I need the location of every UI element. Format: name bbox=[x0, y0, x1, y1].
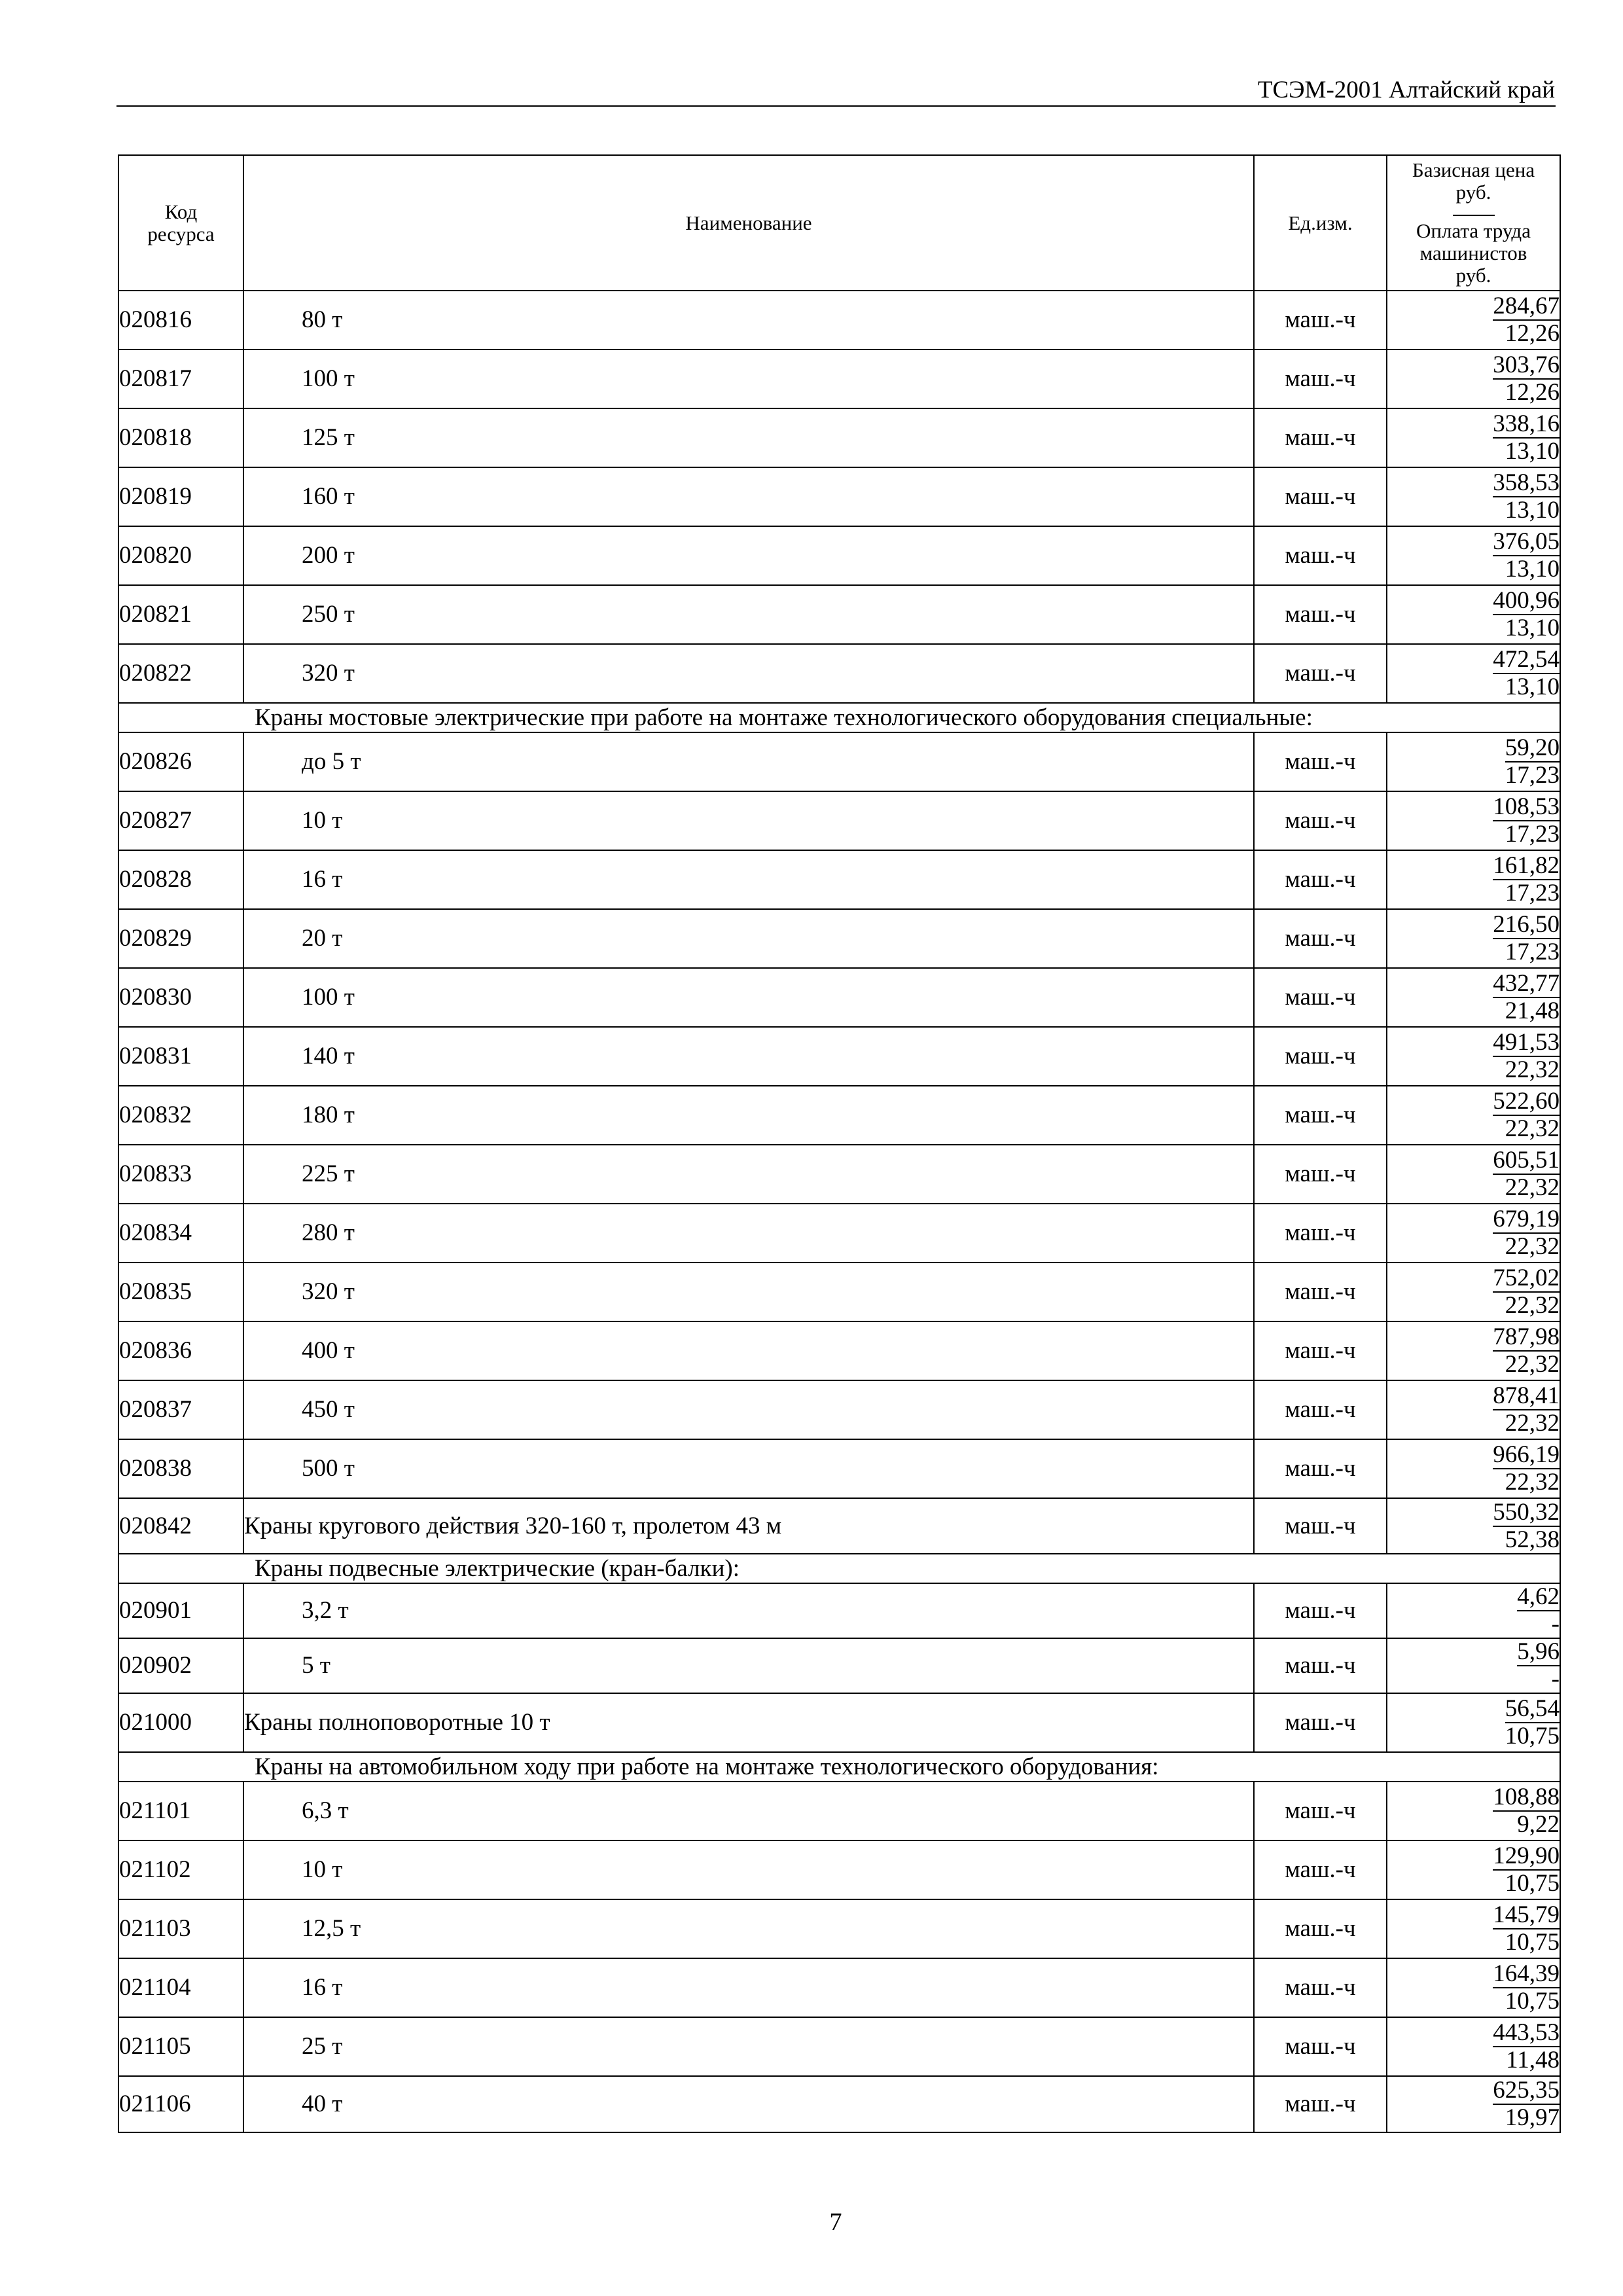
price-cell bbox=[1387, 791, 1560, 850]
resource-row bbox=[118, 2076, 1560, 2132]
operator-wage: 13,10 bbox=[1505, 673, 1560, 700]
unit-of-measure: маш.-ч bbox=[1254, 1439, 1387, 1498]
unit-of-measure: маш.-ч bbox=[1254, 408, 1387, 467]
unit-of-measure: маш.-ч bbox=[1254, 1638, 1387, 1693]
resource-name: 320 т bbox=[243, 644, 1254, 703]
resource-name: 400 т bbox=[243, 1321, 1254, 1380]
resource-code: 020828 bbox=[118, 850, 243, 909]
price-cell bbox=[1387, 291, 1560, 350]
resource-code: 021104 bbox=[118, 1958, 243, 2017]
resource-code: 020902 bbox=[118, 1638, 243, 1693]
price-cell bbox=[1387, 1439, 1560, 1498]
header-rule bbox=[116, 105, 1556, 107]
resource-row bbox=[118, 408, 1560, 467]
operator-wage: 13,10 bbox=[1505, 497, 1560, 524]
base-price: 605,51 bbox=[1493, 1147, 1560, 1174]
base-price: 878,41 bbox=[1493, 1382, 1560, 1409]
unit-of-measure: маш.-ч bbox=[1254, 1145, 1387, 1204]
price-fraction bbox=[1493, 470, 1560, 524]
price-fraction bbox=[1493, 1088, 1560, 1142]
resource-row bbox=[118, 1027, 1560, 1086]
unit-of-measure: маш.-ч bbox=[1254, 1380, 1387, 1439]
resource-row bbox=[118, 1086, 1560, 1145]
price-cell bbox=[1387, 1145, 1560, 1204]
base-price: 161,82 bbox=[1493, 852, 1560, 879]
price-fraction bbox=[1493, 352, 1560, 406]
operator-wage: 21,48 bbox=[1505, 997, 1560, 1024]
price-cell bbox=[1387, 1027, 1560, 1086]
base-price: 303,76 bbox=[1493, 351, 1560, 378]
resource-name: 16 т bbox=[243, 850, 1254, 909]
price-fraction bbox=[1493, 1843, 1560, 1897]
resource-row bbox=[118, 526, 1560, 585]
resource-row bbox=[118, 1263, 1560, 1321]
base-price: 787,98 bbox=[1493, 1323, 1560, 1350]
price-cell bbox=[1387, 1263, 1560, 1321]
operator-wage: 12,26 bbox=[1505, 379, 1560, 406]
resource-name: 280 т bbox=[243, 1204, 1254, 1263]
operator-wage: 9,22 bbox=[1517, 1811, 1560, 1838]
resource-code: 020818 bbox=[118, 408, 243, 467]
resource-name: 140 т bbox=[243, 1027, 1254, 1086]
base-price: 338,16 bbox=[1493, 410, 1560, 437]
base-price: 145,79 bbox=[1493, 1901, 1560, 1928]
resource-name: Краны полноповоротные 10 т bbox=[243, 1693, 1254, 1752]
base-price: 376,05 bbox=[1493, 528, 1560, 555]
resource-row bbox=[118, 850, 1560, 909]
resource-row bbox=[118, 732, 1560, 791]
resource-row bbox=[118, 1840, 1560, 1899]
unit-of-measure: маш.-ч bbox=[1254, 644, 1387, 703]
section-row bbox=[118, 703, 1560, 732]
section-row bbox=[118, 1554, 1560, 1583]
resource-name: 3,2 т bbox=[243, 1583, 1254, 1638]
resource-code: 020838 bbox=[118, 1439, 243, 1498]
resource-name: 6,3 т bbox=[243, 1782, 1254, 1840]
resource-code: 020835 bbox=[118, 1263, 243, 1321]
resource-code: 020820 bbox=[118, 526, 243, 585]
operator-wage: 10,75 bbox=[1505, 1929, 1560, 1956]
price-cell bbox=[1387, 1321, 1560, 1380]
resource-code: 021103 bbox=[118, 1899, 243, 1958]
operator-wage: 10,75 bbox=[1505, 1870, 1560, 1897]
resource-row bbox=[118, 1204, 1560, 1263]
resource-row bbox=[118, 1498, 1560, 1554]
column-header-wage-line: Оплата труда bbox=[1416, 219, 1531, 242]
resource-code: 020833 bbox=[118, 1145, 243, 1204]
price-cell bbox=[1387, 585, 1560, 644]
operator-wage: 13,10 bbox=[1505, 438, 1560, 465]
price-fraction bbox=[1493, 1961, 1560, 2015]
resource-code: 020836 bbox=[118, 1321, 243, 1380]
price-fraction bbox=[1493, 1147, 1560, 1201]
price-fraction bbox=[1493, 1902, 1560, 1956]
unit-of-measure: маш.-ч bbox=[1254, 1840, 1387, 1899]
operator-wage: 10,75 bbox=[1505, 1723, 1560, 1749]
resource-name: 10 т bbox=[243, 1840, 1254, 1899]
column-header-code bbox=[118, 155, 243, 291]
price-cell bbox=[1387, 850, 1560, 909]
price-fraction bbox=[1493, 411, 1560, 465]
resource-name: 450 т bbox=[243, 1380, 1254, 1439]
base-price: 358,53 bbox=[1493, 469, 1560, 496]
resource-name: 16 т bbox=[243, 1958, 1254, 2017]
price-cell bbox=[1387, 1782, 1560, 1840]
header-fraction-line bbox=[1453, 204, 1495, 216]
price-fraction bbox=[1493, 529, 1560, 583]
table-body bbox=[118, 291, 1560, 2132]
resource-code: 021105 bbox=[118, 2017, 243, 2076]
operator-wage: 22,32 bbox=[1505, 1292, 1560, 1319]
price-fraction bbox=[1493, 1265, 1560, 1319]
operator-wage: 22,32 bbox=[1505, 1233, 1560, 1260]
resource-table bbox=[118, 154, 1561, 2133]
base-price: 129,90 bbox=[1493, 1842, 1560, 1869]
base-price: 752,02 bbox=[1493, 1265, 1560, 1291]
resource-row bbox=[118, 467, 1560, 526]
resource-name: 25 т bbox=[243, 2017, 1254, 2076]
operator-wage: 10,75 bbox=[1505, 1988, 1560, 2015]
resource-code: 020819 bbox=[118, 467, 243, 526]
unit-of-measure: маш.-ч bbox=[1254, 2076, 1387, 2132]
resource-row bbox=[118, 1380, 1560, 1439]
operator-wage: 17,23 bbox=[1505, 939, 1560, 965]
resource-code: 021106 bbox=[118, 2076, 243, 2132]
price-cell bbox=[1387, 1583, 1560, 1638]
resource-row bbox=[118, 1782, 1560, 1840]
base-price: 625,35 bbox=[1493, 2077, 1560, 2104]
price-fraction bbox=[1493, 2077, 1560, 2131]
resource-name: 320 т bbox=[243, 1263, 1254, 1321]
column-header-base-price-line: Базисная цена bbox=[1412, 158, 1535, 181]
base-price: 966,19 bbox=[1493, 1441, 1560, 1468]
resource-name: 180 т bbox=[243, 1086, 1254, 1145]
price-cell bbox=[1387, 732, 1560, 791]
running-title: ТСЭМ-2001 Алтайский край bbox=[1257, 77, 1555, 103]
base-price: 4,62 bbox=[1517, 1583, 1560, 1610]
resource-name: 200 т bbox=[243, 526, 1254, 585]
resource-name: 160 т bbox=[243, 467, 1254, 526]
base-price: 59,20 bbox=[1505, 734, 1560, 761]
price-fraction bbox=[1493, 588, 1560, 641]
unit-of-measure: маш.-ч bbox=[1254, 1086, 1387, 1145]
price-fraction bbox=[1493, 971, 1560, 1024]
base-price: 108,88 bbox=[1493, 1784, 1560, 1810]
resource-code: 021101 bbox=[118, 1782, 243, 1840]
resource-row bbox=[118, 1958, 1560, 2017]
resource-code: 021000 bbox=[118, 1693, 243, 1752]
base-price: 164,39 bbox=[1493, 1960, 1560, 1987]
price-fraction bbox=[1493, 912, 1560, 965]
resource-code: 020830 bbox=[118, 968, 243, 1027]
resource-code: 020831 bbox=[118, 1027, 243, 1086]
price-fraction bbox=[1505, 735, 1560, 789]
unit-of-measure: маш.-ч bbox=[1254, 1204, 1387, 1263]
operator-wage: 22,32 bbox=[1505, 1410, 1560, 1437]
resource-code: 020901 bbox=[118, 1583, 243, 1638]
price-fraction bbox=[1517, 1639, 1560, 1693]
resource-row bbox=[118, 791, 1560, 850]
price-cell bbox=[1387, 467, 1560, 526]
operator-wage: 52,38 bbox=[1505, 1526, 1560, 1553]
resource-code: 020834 bbox=[118, 1204, 243, 1263]
operator-wage: 19,97 bbox=[1505, 2104, 1560, 2131]
unit-of-measure: маш.-ч bbox=[1254, 850, 1387, 909]
base-price: 443,53 bbox=[1493, 2019, 1560, 2046]
column-header-base-price-line: руб. bbox=[1455, 181, 1491, 204]
base-price: 550,32 bbox=[1493, 1498, 1560, 1526]
unit-of-measure: маш.-ч bbox=[1254, 1782, 1387, 1840]
price-cell bbox=[1387, 909, 1560, 968]
resource-name: 12,5 т bbox=[243, 1899, 1254, 1958]
price-cell bbox=[1387, 2017, 1560, 2076]
resource-name: 10 т bbox=[243, 791, 1254, 850]
price-cell bbox=[1387, 526, 1560, 585]
resource-code: 020829 bbox=[118, 909, 243, 968]
resource-row bbox=[118, 1583, 1560, 1638]
operator-wage: 11,48 bbox=[1506, 2047, 1560, 2073]
price-cell bbox=[1387, 350, 1560, 408]
price-fraction bbox=[1493, 647, 1560, 700]
resource-row bbox=[118, 1439, 1560, 1498]
resource-code: 020832 bbox=[118, 1086, 243, 1145]
operator-wage: 17,23 bbox=[1505, 762, 1560, 789]
table-header-row bbox=[118, 155, 1560, 291]
unit-of-measure: маш.-ч bbox=[1254, 791, 1387, 850]
resource-row bbox=[118, 1693, 1560, 1752]
price-fraction bbox=[1517, 1584, 1560, 1638]
base-price: 400,96 bbox=[1493, 587, 1560, 614]
resource-code: 020816 bbox=[118, 291, 243, 350]
operator-wage: 22,32 bbox=[1505, 1469, 1560, 1496]
base-price: 108,53 bbox=[1493, 793, 1560, 820]
operator-wage: 13,10 bbox=[1505, 556, 1560, 583]
resource-row bbox=[118, 644, 1560, 703]
resource-name: Краны кругового действия 320-160 т, пролетом 43 м bbox=[243, 1498, 1254, 1554]
resource-name: 225 т bbox=[243, 1145, 1254, 1204]
unit-of-measure: маш.-ч bbox=[1254, 1321, 1387, 1380]
section-row bbox=[118, 1752, 1560, 1782]
unit-of-measure: маш.-ч bbox=[1254, 467, 1387, 526]
resource-code: 020821 bbox=[118, 585, 243, 644]
unit-of-measure: маш.-ч bbox=[1254, 1693, 1387, 1752]
resource-name: 500 т bbox=[243, 1439, 1254, 1498]
operator-wage: 12,26 bbox=[1505, 320, 1560, 347]
base-price: 284,67 bbox=[1493, 293, 1560, 319]
operator-wage: 17,23 bbox=[1505, 880, 1560, 906]
unit-of-measure: маш.-ч bbox=[1254, 732, 1387, 791]
price-cell bbox=[1387, 1958, 1560, 2017]
resource-code: 020837 bbox=[118, 1380, 243, 1439]
resource-code: 020826 bbox=[118, 732, 243, 791]
price-fraction bbox=[1505, 1696, 1560, 1749]
resource-name: 80 т bbox=[243, 291, 1254, 350]
base-price: 491,53 bbox=[1493, 1029, 1560, 1056]
resource-row bbox=[118, 291, 1560, 350]
operator-wage: 13,10 bbox=[1505, 615, 1560, 641]
unit-of-measure: маш.-ч bbox=[1254, 968, 1387, 1027]
base-price: 432,77 bbox=[1493, 970, 1560, 997]
price-fraction bbox=[1493, 1442, 1560, 1496]
column-header-price bbox=[1387, 155, 1560, 291]
price-cell bbox=[1387, 1498, 1560, 1554]
operator-wage: - bbox=[1551, 1611, 1560, 1638]
unit-of-measure: маш.-ч bbox=[1254, 1263, 1387, 1321]
unit-of-measure: маш.-ч bbox=[1254, 2017, 1387, 2076]
base-price: 56,54 bbox=[1505, 1695, 1560, 1722]
price-fraction bbox=[1493, 1784, 1560, 1838]
operator-wage: 22,32 bbox=[1505, 1351, 1560, 1378]
unit-of-measure: маш.-ч bbox=[1254, 350, 1387, 408]
price-cell bbox=[1387, 408, 1560, 467]
unit-of-measure: маш.-ч bbox=[1254, 585, 1387, 644]
resource-row bbox=[118, 909, 1560, 968]
resource-code: 020817 bbox=[118, 350, 243, 408]
section-title: Краны мостовые электрические при работе на монтаже технологического оборудования специальные: bbox=[118, 703, 1560, 732]
column-header-wage-line: руб. bbox=[1455, 264, 1491, 287]
price-fraction bbox=[1493, 1383, 1560, 1437]
resource-row bbox=[118, 1899, 1560, 1958]
resource-name: до 5 т bbox=[243, 732, 1254, 791]
price-cell bbox=[1387, 1693, 1560, 1752]
unit-of-measure: маш.-ч bbox=[1254, 1958, 1387, 2017]
resource-row bbox=[118, 1638, 1560, 1693]
resource-name: 100 т bbox=[243, 350, 1254, 408]
unit-of-measure: маш.-ч bbox=[1254, 1498, 1387, 1554]
resource-name: 40 т bbox=[243, 2076, 1254, 2132]
price-cell bbox=[1387, 2076, 1560, 2132]
unit-of-measure: маш.-ч bbox=[1254, 1583, 1387, 1638]
price-cell bbox=[1387, 1899, 1560, 1958]
unit-of-measure: маш.-ч bbox=[1254, 909, 1387, 968]
price-cell bbox=[1387, 1638, 1560, 1693]
operator-wage: 22,32 bbox=[1505, 1056, 1560, 1083]
column-header-unit: Ед.изм. bbox=[1254, 155, 1387, 291]
price-fraction bbox=[1493, 1499, 1560, 1553]
resource-name: 125 т bbox=[243, 408, 1254, 467]
column-header-code-line: ресурса bbox=[147, 222, 215, 245]
resource-name: 250 т bbox=[243, 585, 1254, 644]
base-price: 472,54 bbox=[1493, 646, 1560, 673]
operator-wage: 22,32 bbox=[1505, 1174, 1560, 1201]
column-header-code-line: Код bbox=[164, 200, 198, 223]
resource-code: 020842 bbox=[118, 1498, 243, 1554]
price-cell bbox=[1387, 968, 1560, 1027]
section-title: Краны на автомобильном ходу при работе на монтаже технологического оборудования: bbox=[118, 1752, 1560, 1782]
price-fraction bbox=[1493, 1030, 1560, 1083]
base-price: 522,60 bbox=[1493, 1088, 1560, 1115]
price-cell bbox=[1387, 1840, 1560, 1899]
unit-of-measure: маш.-ч bbox=[1254, 1027, 1387, 1086]
resource-row bbox=[118, 1321, 1560, 1380]
price-fraction bbox=[1493, 293, 1560, 347]
resource-row bbox=[118, 1145, 1560, 1204]
operator-wage: 22,32 bbox=[1505, 1115, 1560, 1142]
price-cell bbox=[1387, 644, 1560, 703]
base-price: 5,96 bbox=[1517, 1638, 1560, 1665]
resource-name: 5 т bbox=[243, 1638, 1254, 1693]
resource-name: 20 т bbox=[243, 909, 1254, 968]
page-number: 7 bbox=[829, 2208, 842, 2236]
resource-row bbox=[118, 2017, 1560, 2076]
section-title: Краны подвесные электрические (кран-балки): bbox=[118, 1554, 1560, 1583]
unit-of-measure: маш.-ч bbox=[1254, 291, 1387, 350]
resource-row bbox=[118, 585, 1560, 644]
resource-row bbox=[118, 350, 1560, 408]
price-cell bbox=[1387, 1204, 1560, 1263]
base-price: 679,19 bbox=[1493, 1206, 1560, 1232]
operator-wage: 17,23 bbox=[1505, 821, 1560, 848]
unit-of-measure: маш.-ч bbox=[1254, 526, 1387, 585]
column-header-name: Наименование bbox=[243, 155, 1254, 291]
price-fraction bbox=[1493, 1324, 1560, 1378]
resource-code: 020822 bbox=[118, 644, 243, 703]
price-cell bbox=[1387, 1380, 1560, 1439]
resource-row bbox=[118, 968, 1560, 1027]
price-fraction bbox=[1493, 1206, 1560, 1260]
price-fraction bbox=[1493, 853, 1560, 906]
resource-code: 021102 bbox=[118, 1840, 243, 1899]
unit-of-measure: маш.-ч bbox=[1254, 1899, 1387, 1958]
price-fraction bbox=[1493, 2020, 1560, 2073]
operator-wage: - bbox=[1551, 1666, 1560, 1693]
price-fraction bbox=[1493, 794, 1560, 848]
base-price: 216,50 bbox=[1493, 911, 1560, 938]
resource-code: 020827 bbox=[118, 791, 243, 850]
resource-name: 100 т bbox=[243, 968, 1254, 1027]
price-cell bbox=[1387, 1086, 1560, 1145]
column-header-wage-line: машинистов bbox=[1419, 242, 1527, 264]
